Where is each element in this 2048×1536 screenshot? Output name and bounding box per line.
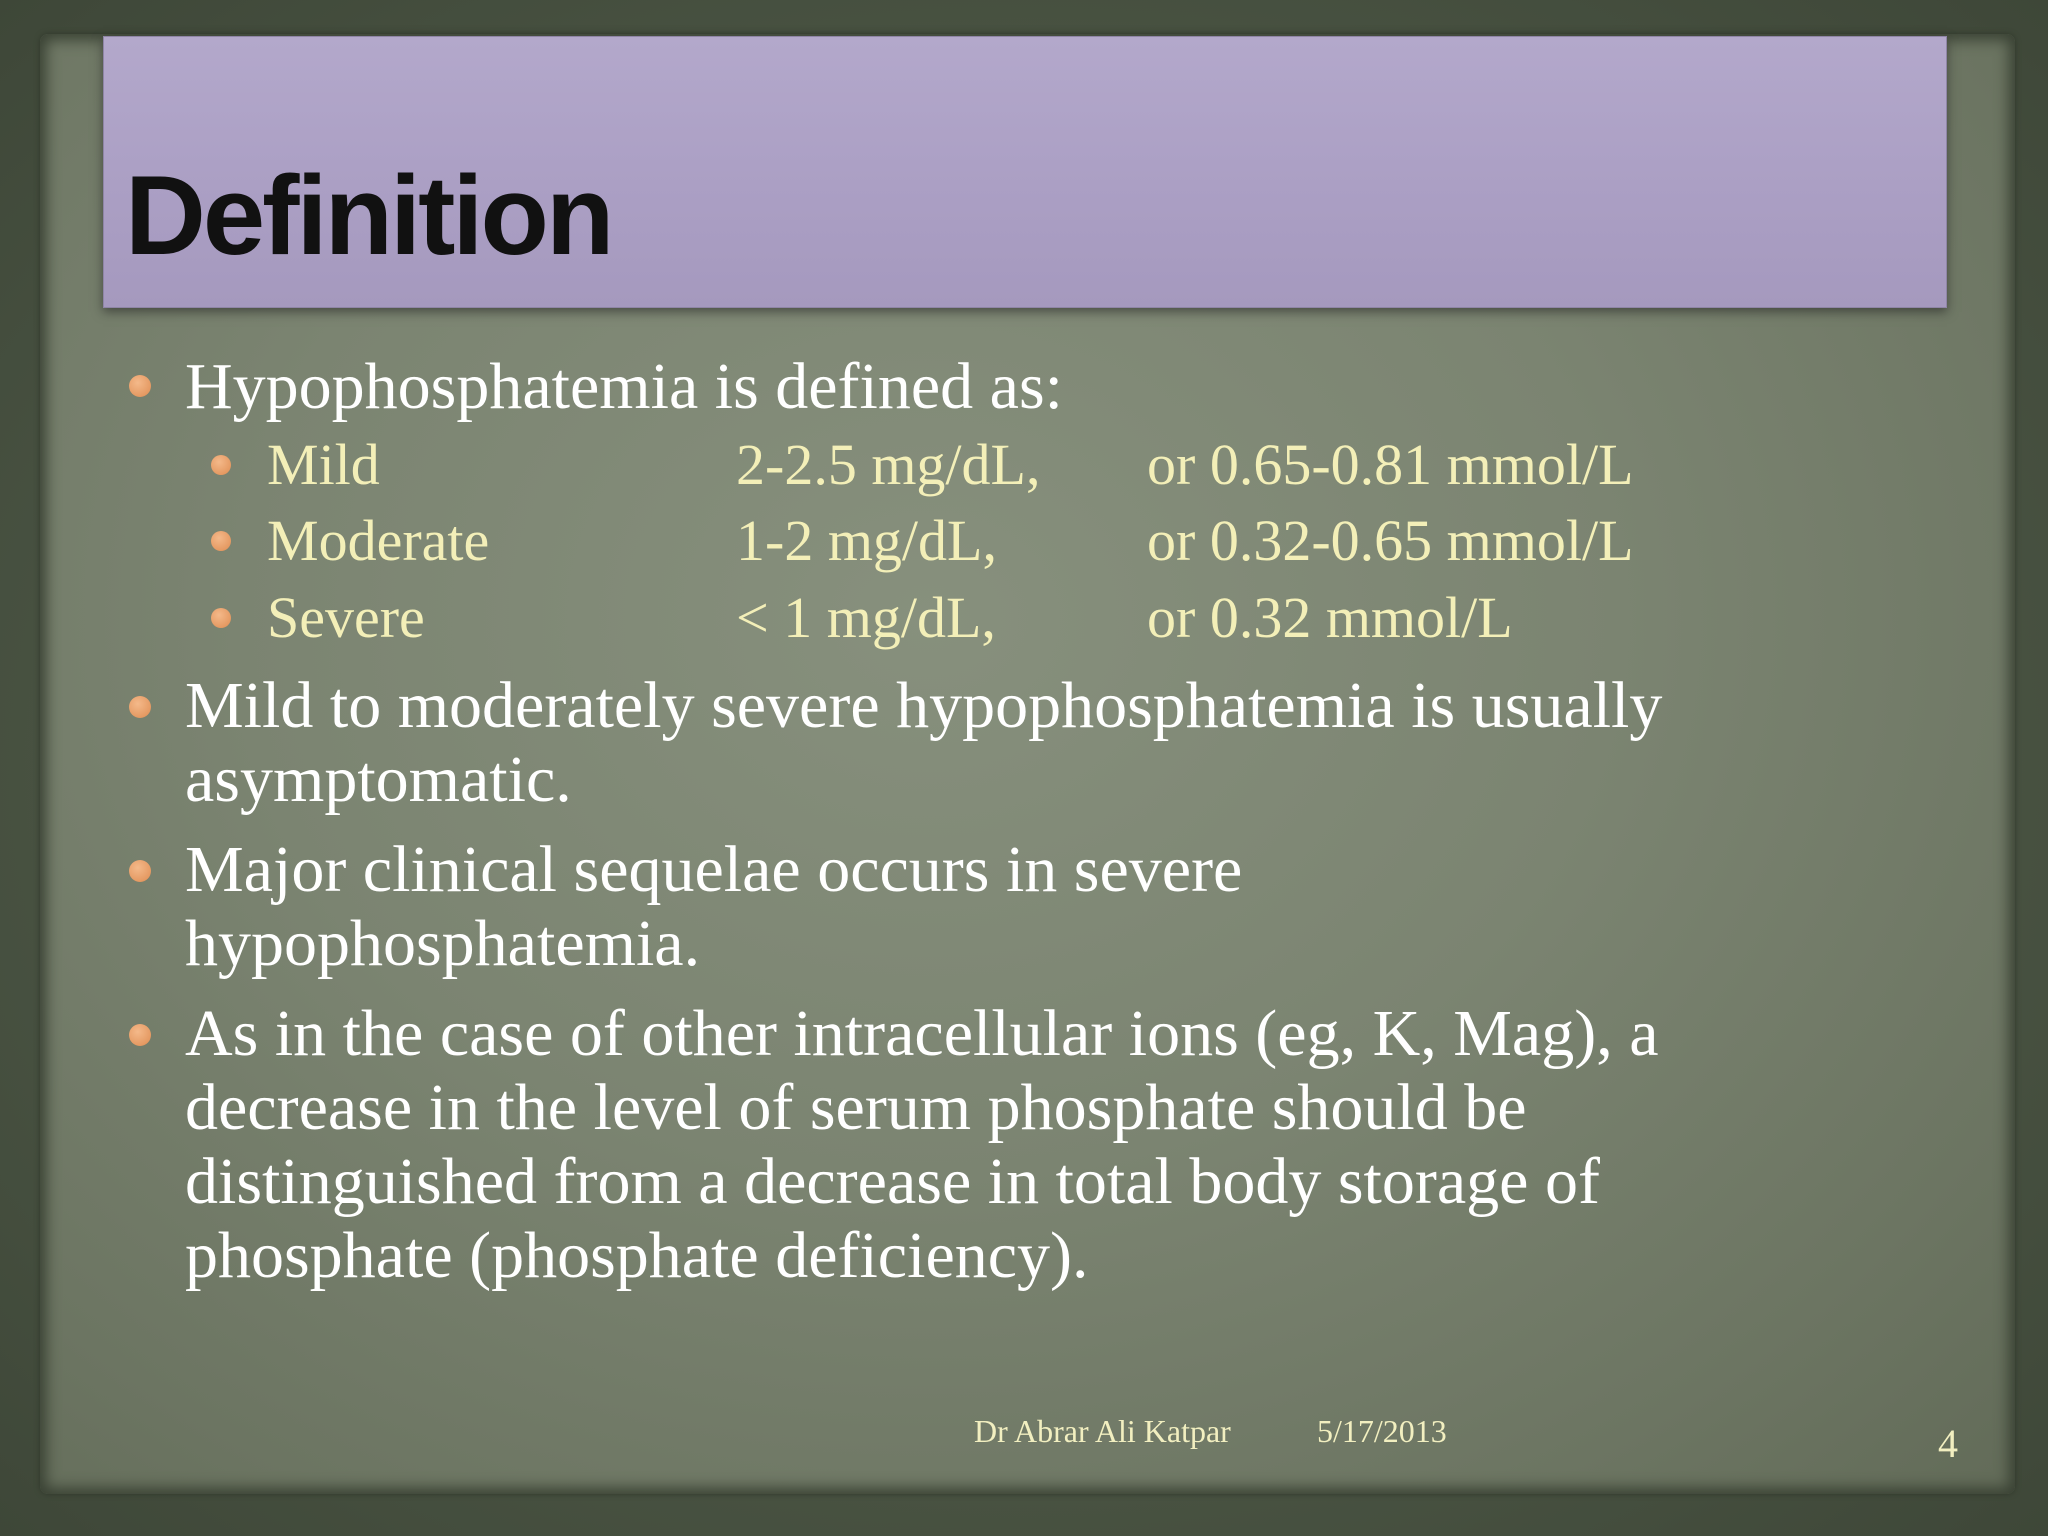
bullet-icon (211, 608, 231, 628)
bullet-icon (211, 531, 231, 551)
footer-date: 5/17/2013 (1317, 1413, 1447, 1449)
severity-severe-mg: < 1 mg/dL, (736, 585, 996, 650)
page-number: 4 (1938, 1421, 1958, 1466)
severity-moderate-mmol: or 0.32-0.65 mmol/L (1147, 508, 1634, 573)
bullet-4-line-3: distinguished from a decrease in total body storage of (185, 1145, 1600, 1218)
bullet-4-line-2: decrease in the level of serum phosphate should be (185, 1071, 1527, 1144)
bullet-icon (211, 455, 231, 475)
severity-severe-label: Severe (267, 585, 425, 650)
severity-severe-mmol: or 0.32 mmol/L (1147, 585, 1513, 650)
slide-title: Definition (125, 153, 612, 278)
bullet-icon (129, 375, 151, 397)
bullet-4-line-1: As in the case of other intracellular ions (eg, K, Mag), a (185, 997, 1659, 1070)
footer-author: Dr Abrar Ali Katpar (974, 1413, 1231, 1449)
severity-moderate-label: Moderate (267, 508, 490, 573)
bullet-1-line-1: Hypophosphatemia is defined as: (185, 350, 1063, 423)
severity-moderate-mg: 1-2 mg/dL, (736, 508, 997, 573)
bullet-4-line-4: phosphate (phosphate deficiency). (185, 1219, 1089, 1292)
severity-mild-mmol: or 0.65-0.81 mmol/L (1147, 432, 1634, 497)
bullet-icon (129, 696, 151, 718)
bullet-icon (129, 860, 151, 882)
severity-mild-mg: 2-2.5 mg/dL, (736, 432, 1041, 497)
bullet-3-line-2: hypophosphatemia. (185, 907, 701, 980)
bullet-icon (129, 1024, 151, 1046)
bullet-3-line-1: Major clinical sequelae occurs in severe (185, 833, 1243, 906)
bullet-2-line-2: asymptomatic. (185, 743, 572, 816)
bullet-2-line-1: Mild to moderately severe hypophosphatemia is usually (185, 669, 1663, 742)
severity-mild-label: Mild (267, 432, 380, 497)
